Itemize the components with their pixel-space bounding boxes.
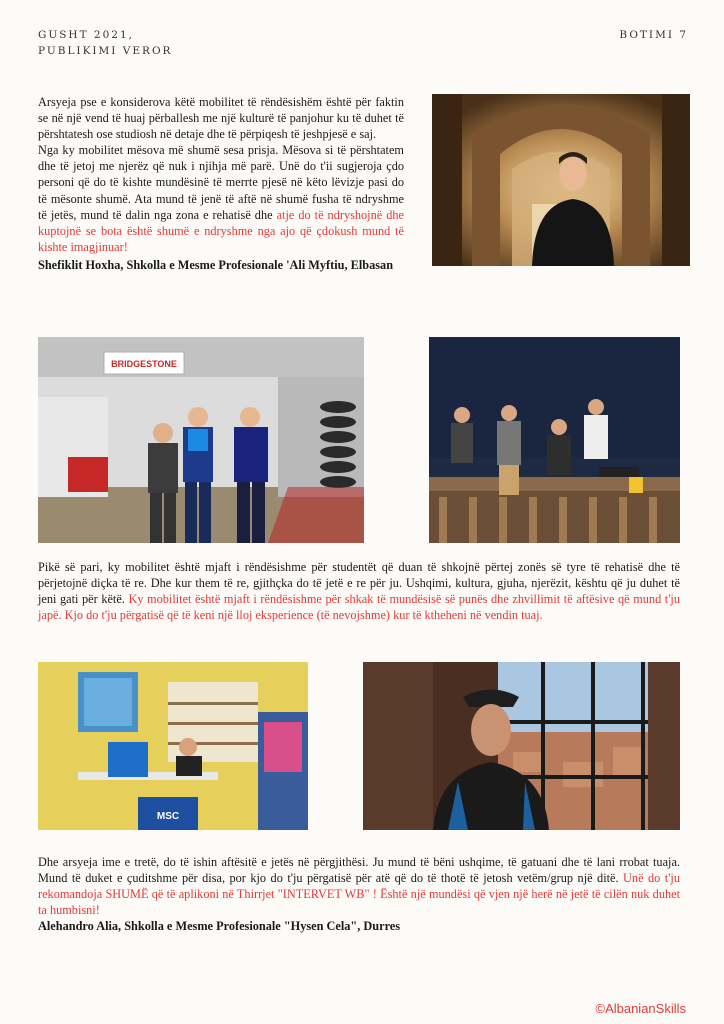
photo-travel-office xyxy=(38,662,308,830)
photo-garage-group xyxy=(38,337,364,543)
issue-date: GUSHT 2021, xyxy=(38,29,134,41)
photo-arcade-portrait xyxy=(432,94,690,266)
testimonial-3 xyxy=(38,854,680,934)
testimonial-2-body: Pikë së pari, ky mobilitet është mjaft i rëndësishme për studentët që duan të shkojnë përtej zonës së tyre të rehatisë dhe të përjetojnë diçka të re. Dhe kur them të re, gjithçka do të jetë e re për ju. Ushqimi, kultura, gjuha, njerëzit, kështu që ju duhet të jeni gati për këtë. xyxy=(38,560,680,607)
testimonial-1-highlight: atje do të ndryshojnë dhe kuptojnë se bota është shumë e ndryshme nga ajo që çdokush mund të kishte imagjinuar! xyxy=(38,207,404,254)
copyright-footer: ©AlbanianSkills xyxy=(595,1001,686,1016)
testimonial-1-body: Nga ky mobilitet mësova më shumë sesa prisja. Mësova si të përshtatem dhe të jetoj me njerëz që nuk i njihja më parë. Unë do t'ii sugjeroja çdo personi që do të kishte mundësinë të merrte pjesë në këto lëvizje pasi do të mësonte shumë. Ata mund të jenë të aftë në shumë fusha të ndryshme të jetës, mund të dalin nga zona e rehatisë dhe xyxy=(38,143,404,222)
photo-night-group xyxy=(429,337,680,543)
garage-sign: BRIDGESTONE xyxy=(111,359,177,369)
shop-label: MSC xyxy=(156,811,180,822)
header-left xyxy=(38,27,172,59)
testimonial-1-intro: Arsyeja pse e konsiderova këtë mobilitet të rëndësishëm është për faktin se në një vend të huaj përballesh me një kulturë të panjohur ku të duhet të përshtatesh ose studiosh në detaje dhe të përpiqesh të jeshpjesë e saj. xyxy=(38,95,404,142)
edition-label: BOTIMI 7 xyxy=(619,29,688,41)
testimonial-1 xyxy=(38,94,404,273)
issue-subtitle: PUBLIKIMI VEROR xyxy=(38,45,173,57)
testimonial-2 xyxy=(38,559,680,623)
testimonial-1-signature: Shefiklit Hoxha, Shkolla e Mesme Profesionale 'Ali Myftiu, Elbasan xyxy=(38,257,394,272)
testimonial-2-highlight: Ky mobilitet është mjaft i rëndësishme për shkak të mundësisë së punës dhe zhvillimit të aftësive që mund t'ju japë. Kjo do t'ju përgatisë që të keni një lloj eksperience (të nevojshme) kur të ktheheni në vendin tuaj. xyxy=(38,592,680,623)
testimonial-3-signature: Alehandro Alia, Shkolla e Mesme Profesionale "Hysen Cela", Durres xyxy=(38,919,401,934)
testimonial-3-body: Dhe arsyeja ime e tretë, do të ishin aftësitë e jetës në përgjithësi. Ju mund të bëni ushqime, të gatuani dhe të lani rrobat tuaja. Mund të duket e çuditshme për disa, por kjo do t'ju përgatisë për atë që do të thotë të jetosh vetëm/grup një ditë. xyxy=(38,855,680,886)
photo-tower-view xyxy=(363,662,680,830)
testimonial-3-highlight: Unë do t'ju rekomandoja SHUMË që të aplikoni në Thirrjet "INTERVET WB" ! Është një mundësi që vjen një herë në jetë të cilën nuk duhet ta humbisni! xyxy=(38,871,680,918)
